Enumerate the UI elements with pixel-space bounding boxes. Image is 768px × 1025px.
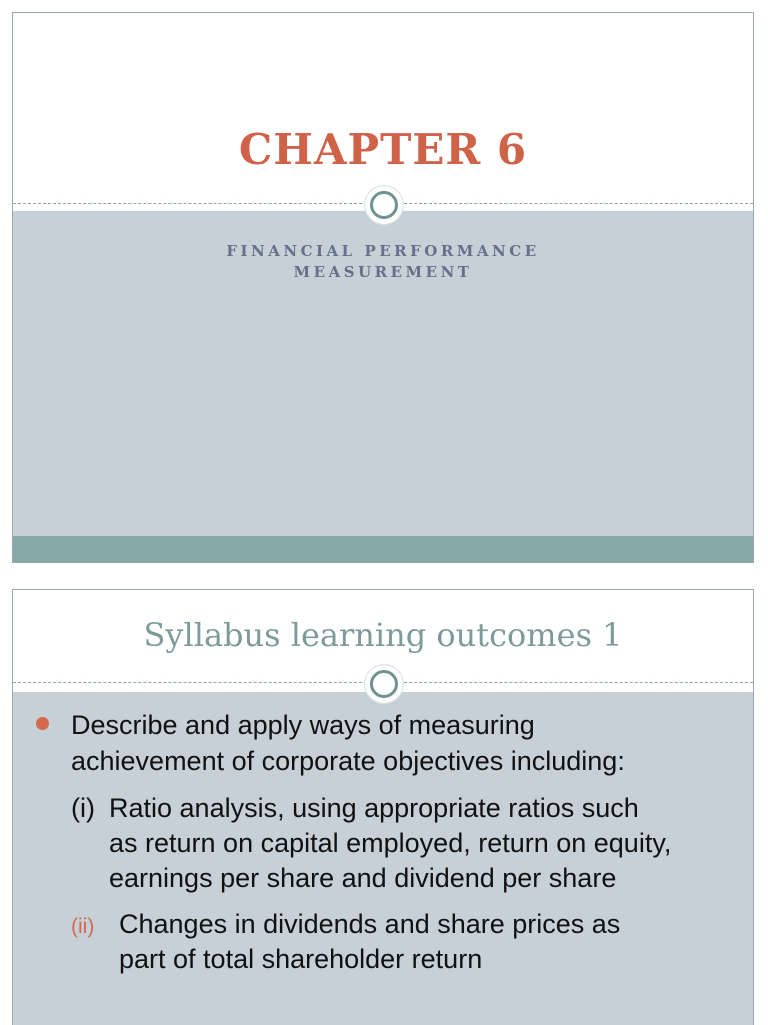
bullet-line: achievement of corporate objectives including: bbox=[71, 746, 625, 776]
sub-item-line: part of total shareholder return bbox=[119, 944, 483, 974]
sub-item-marker: (ii) bbox=[71, 915, 95, 938]
bullet-dot-icon bbox=[36, 717, 49, 730]
slide-title: Syllabus learning outcomes 1 bbox=[143, 616, 623, 654]
footer-band bbox=[13, 536, 753, 562]
slide-syllabus bbox=[12, 589, 754, 1025]
chapter-subtitle bbox=[183, 241, 583, 283]
chapter-title: CHAPTER 6 bbox=[238, 125, 528, 174]
sub-item-line: Changes in dividends and share prices as bbox=[119, 909, 621, 939]
sub-item-text bbox=[109, 791, 749, 896]
slide-header-area bbox=[13, 13, 753, 203]
sub-item-text bbox=[119, 907, 739, 977]
sub-item-line: as return on capital employed, return on equity, bbox=[109, 828, 672, 858]
bullet-line: Describe and apply ways of measuring bbox=[71, 710, 535, 740]
subtitle-line: FINANCIAL PERFORMANCE bbox=[226, 242, 540, 260]
sub-item-line: Ratio analysis, using appropriate ratios such bbox=[109, 793, 639, 823]
bullet-text bbox=[71, 707, 711, 779]
slide-chapter-title bbox=[12, 12, 754, 563]
sub-item-line: earnings per share and dividend per share bbox=[109, 863, 617, 893]
sub-item-marker: (i) bbox=[71, 793, 95, 823]
ring-ornament-icon bbox=[365, 186, 403, 224]
subtitle-line: MEASUREMENT bbox=[293, 263, 473, 281]
ring-ornament-icon bbox=[365, 665, 403, 703]
